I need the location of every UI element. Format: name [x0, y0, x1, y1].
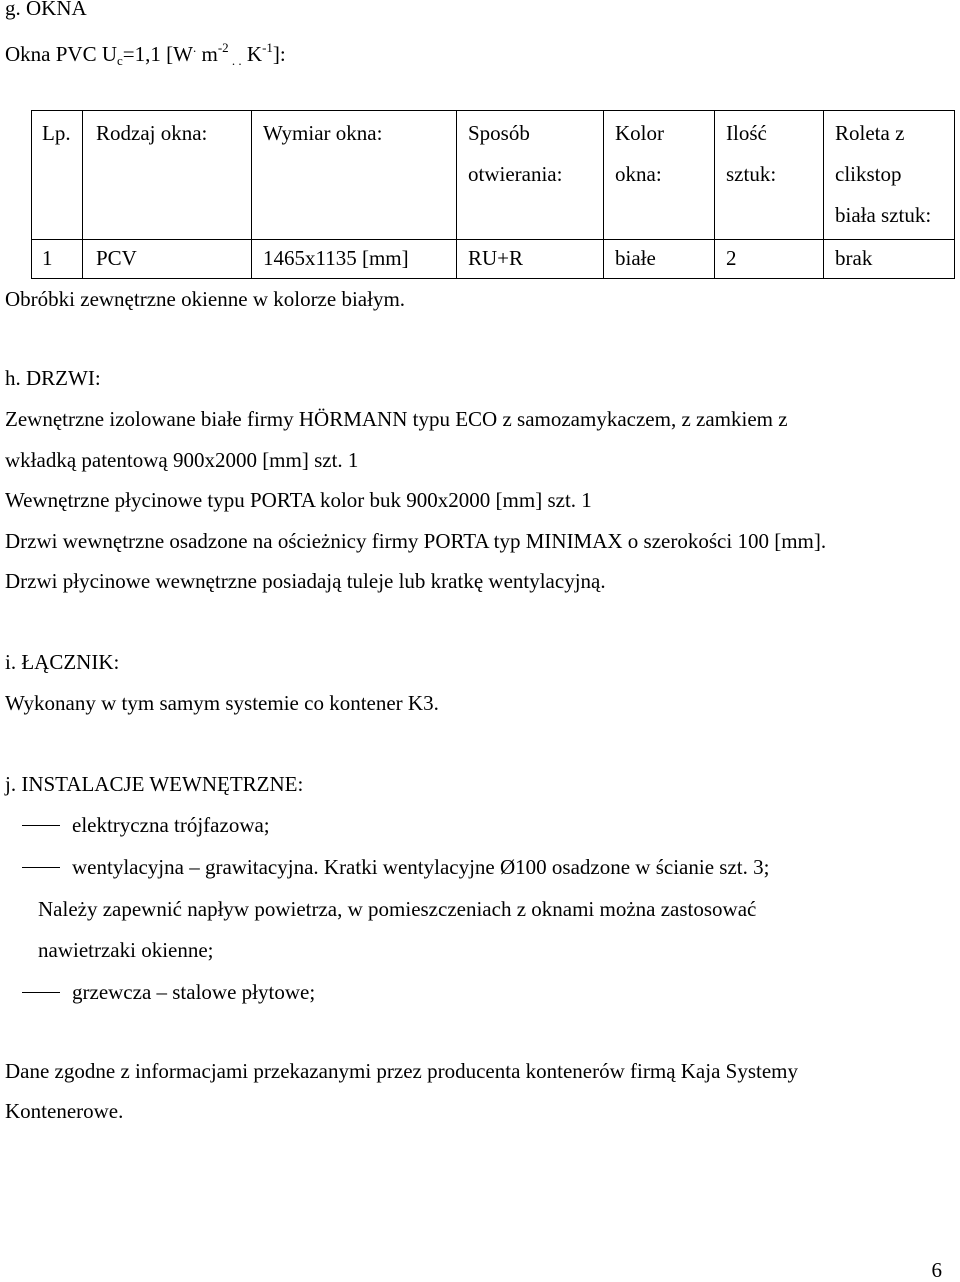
table-divider — [603, 111, 604, 278]
header-line: Lp. — [42, 121, 71, 145]
header-lp — [42, 113, 71, 154]
subtitle-m: m — [196, 42, 218, 66]
header-line: Rodzaj okna: — [96, 121, 208, 145]
table-divider — [82, 111, 83, 278]
install-item-electric — [22, 813, 270, 837]
header-roleta — [835, 113, 931, 236]
section-h-heading: h. DRZWI: — [5, 366, 101, 390]
header-line: Kolor — [615, 121, 664, 145]
subtitle-sup2: -1 — [262, 40, 273, 55]
install-item-label: grzewcza – stalowe płytowe; — [72, 980, 316, 1004]
header-sposob — [468, 113, 562, 195]
header-ilosc — [726, 113, 776, 195]
header-line: otwierania: — [468, 162, 563, 186]
table-cell: białe — [615, 246, 656, 270]
install-item-ventilation-cont: Należy zapewnić napływ powietrza, w pomieszczeniach z oknami można zastosować — [38, 897, 757, 921]
table-cell: 1 — [42, 246, 53, 270]
header-rodzaj — [96, 113, 207, 154]
header-line: Ilość — [726, 121, 767, 145]
page-number: 6 — [931, 1258, 942, 1282]
table-cell: brak — [835, 246, 873, 270]
table-cell: 1465x1135 [mm] — [263, 246, 409, 270]
subtitle-sup1: -2 — [217, 40, 229, 55]
header-line: Sposób — [468, 121, 530, 145]
table-cell: 2 — [726, 246, 737, 270]
dash-bullet — [22, 825, 60, 826]
subtitle-k: K — [241, 42, 263, 66]
install-item-heating — [22, 980, 315, 1004]
subtitle-dot1: . — [192, 40, 197, 55]
table-cell: RU+R — [468, 246, 524, 270]
header-wymiar — [263, 113, 382, 154]
section-h-line: Wewnętrzne płycinowe typu PORTA kolor buk 900x2000 [mm] szt. 1 — [5, 488, 592, 512]
table-divider — [456, 111, 457, 278]
header-kolor — [615, 113, 664, 195]
section-h-line: Zewnętrzne izolowane białe firmy HÖRMANN typu ECO z samozamykaczem, z zamkiem z — [5, 407, 788, 431]
subtitle-mid: =1,1 [W — [122, 42, 193, 66]
section-i-heading: i. ŁĄCZNIK: — [5, 650, 120, 674]
header-line: Wymiar okna: — [263, 121, 383, 145]
footer-line: Dane zgodne z informacjami przekazanymi przez producenta kontenerów firmą Kaja Systemy — [5, 1059, 798, 1083]
subtitle-end: ]: — [272, 42, 286, 66]
table-divider — [251, 111, 252, 278]
install-item-label: wentylacyjna – grawitacyjna. Kratki wentylacyjne Ø100 osadzone w ścianie szt. 3; — [72, 855, 770, 879]
install-item-label: elektryczna trójfazowa; — [72, 813, 270, 837]
section-j-heading: j. INSTALACJE WEWNĘTRZNE: — [5, 772, 304, 796]
subtitle-dot2: . . — [228, 53, 242, 68]
install-item-ventilation-cont: nawietrzaki okienne; — [38, 938, 214, 962]
section-h-line: wkładką patentową 900x2000 [mm] szt. 1 — [5, 448, 359, 472]
header-line: sztuk: — [726, 162, 777, 186]
section-g-note: Obróbki zewnętrzne okienne w kolorze białym. — [5, 287, 406, 311]
header-line: okna: — [615, 162, 662, 186]
section-g-subtitle — [5, 36, 286, 73]
section-i-line: Wykonany w tym samym systemie co kontener K3. — [5, 691, 439, 715]
subtitle-prefix: Okna PVC U — [5, 42, 118, 66]
subtitle-sub: c — [117, 53, 123, 68]
windows-table — [31, 110, 955, 279]
header-line: Roleta z — [835, 121, 905, 145]
header-line: clikstop — [835, 162, 902, 186]
section-g-heading: g. OKNA — [5, 0, 87, 20]
table-cell: PCV — [96, 246, 137, 270]
install-item-ventilation — [22, 855, 769, 879]
table-divider — [714, 111, 715, 278]
footer-line: Kontenerowe. — [5, 1099, 124, 1123]
table-divider — [823, 111, 824, 278]
section-h-line: Drzwi wewnętrzne osadzone na ościeżnicy firmy PORTA typ MINIMAX o szerokości 100 [mm]. — [5, 529, 827, 553]
dash-bullet — [22, 992, 60, 993]
header-line: biała sztuk: — [835, 203, 932, 227]
dash-bullet — [22, 867, 60, 868]
section-h-line: Drzwi płycinowe wewnętrzne posiadają tuleje lub kratkę wentylacyjną. — [5, 569, 606, 593]
